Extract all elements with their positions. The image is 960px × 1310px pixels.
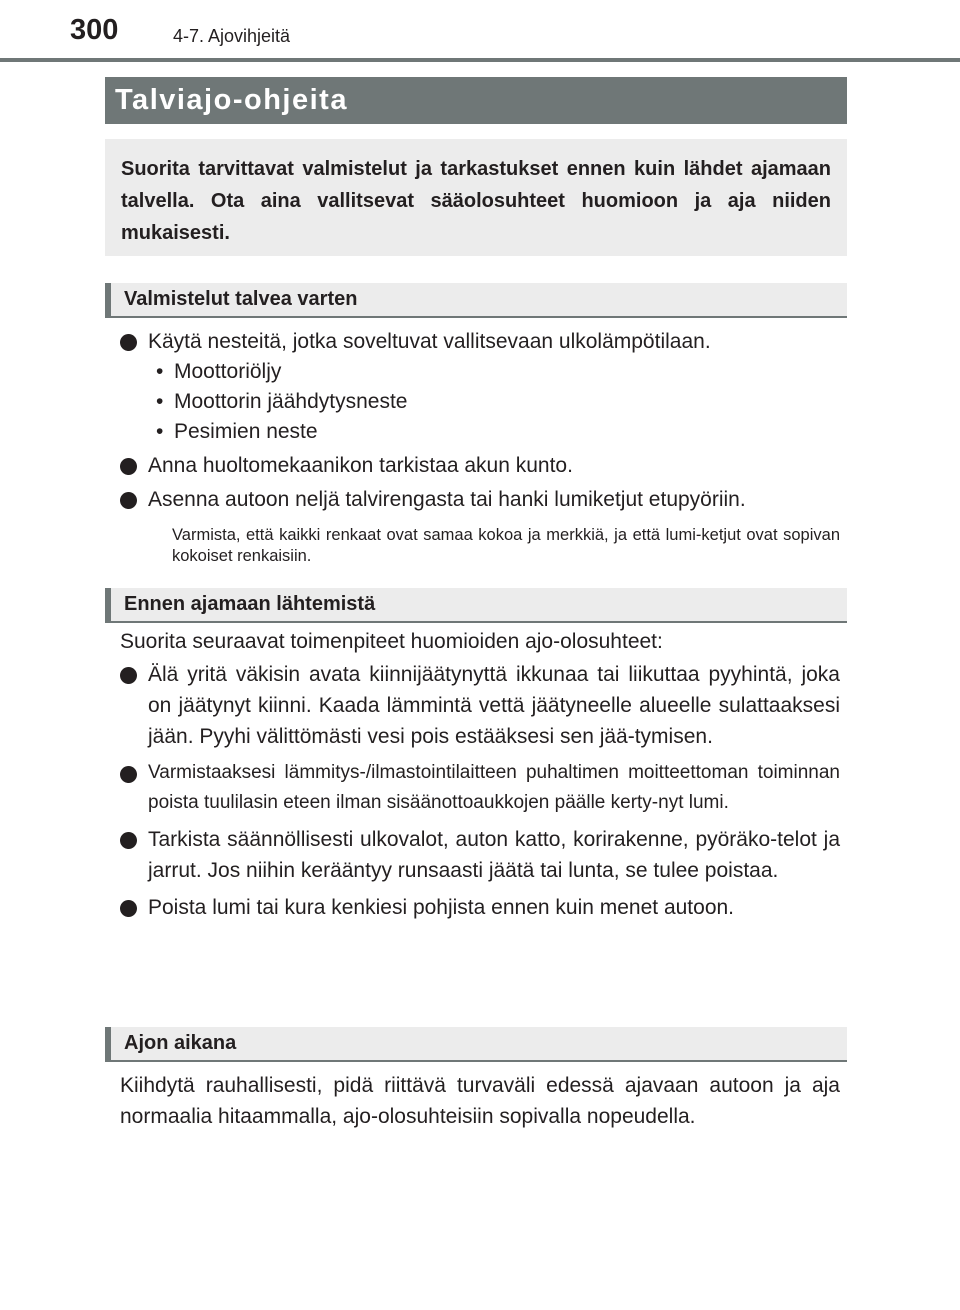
- bullet-dot-icon: [120, 334, 137, 351]
- bullet-dot-icon: [120, 492, 137, 509]
- list-item: [120, 659, 840, 752]
- list-item-text: Anna huoltomekaanikon tarkistaa akun kunto.: [148, 454, 573, 477]
- section-heading-preparation: [105, 283, 847, 318]
- list-item: [120, 824, 840, 886]
- section-heading-label: Valmistelut talvea varten: [124, 288, 358, 310]
- sub-list-item-text: Moottorin jäähdytysneste: [174, 390, 408, 413]
- page-title: Talviajo-ohjeita: [115, 84, 348, 116]
- section-heading-label: Ajon aikana: [124, 1032, 237, 1054]
- list-item: [120, 758, 840, 818]
- while-driving-content: [120, 1070, 840, 1132]
- page-number: 300: [70, 14, 119, 46]
- sub-list-item: [120, 417, 840, 447]
- list-item: [120, 326, 840, 357]
- preparation-content: [120, 326, 840, 567]
- sub-list-item: [120, 357, 840, 387]
- sub-list-item-text: Pesimien neste: [174, 420, 318, 443]
- title-bar: [105, 77, 847, 124]
- sub-bullet-icon: •: [156, 360, 164, 383]
- sub-list-item-text: Moottoriöljy: [174, 360, 282, 383]
- bullet-dot-icon: [120, 832, 137, 849]
- sub-bullet-icon: •: [156, 420, 164, 443]
- list-item-text: Käytä nesteitä, jotka soveltuvat vallitsevaan ulkolämpötilaan.: [148, 330, 711, 353]
- driving-text: Kiihdytä rauhallisesti, pidä riittävä turvaväli edessä ajavaan autoon ja aja normaalia hitaammalla, ajo-olosuhteisiin sopivalla nopeudella.: [120, 1074, 840, 1128]
- list-item: [120, 892, 840, 923]
- list-item-text: Poista lumi tai kura kenkiesi pohjista ennen kuin menet autoon.: [148, 896, 735, 919]
- list-item-text: Varmistaaksesi lämmitys-/ilmastointilaitteen puhaltimen moitteettoman toiminnan poista tuulilasin eteen ilman sisäänottoaukkojen päälle kerty-nyt lumi.: [148, 762, 840, 813]
- bullet-dot-icon: [120, 667, 137, 684]
- list-item: [120, 450, 840, 481]
- note-text: Varmista, että kaikki renkaat ovat samaa kokoa ja merkkiä, ja että lumi-ketjut ovat sopivan kokoiset renkaisiin.: [172, 526, 840, 565]
- list-item-text: Tarkista säännöllisesti ulkovalot, auton katto, korirakenne, pyöräko-telot ja jarrut. Jos niihin kerääntyy runsaasti jäätä tai lunta, se tulee poistaa.: [148, 828, 840, 882]
- section-heading-label: Ennen ajamaan lähtemistä: [124, 593, 376, 615]
- bullet-dot-icon: [120, 766, 137, 783]
- intro-box: [105, 139, 847, 256]
- bullet-dot-icon: [120, 458, 137, 475]
- sub-list-item: [120, 387, 840, 417]
- section-heading-before-driving: [105, 588, 847, 623]
- intro-text: Suorita tarvittavat valmistelut ja tarkastukset ennen kuin lähdet ajamaan talvella. Ota aina vallitsevat sääolosuhteet huomioon ja aja niiden mukaisesti.: [121, 158, 831, 244]
- list-item-text: Älä yritä väkisin avata kiinnijäätynyttä ikkunaa tai liikuttaa pyyhintä, joka on jäätynyt kiinni. Kaada lämmintä vettä jäätyneelle alueelle sulattaaksesi jään. Pyyhi välittömästi vesi pois estääksesi sen jää-tymisen.: [148, 663, 840, 748]
- bullet-dot-icon: [120, 900, 137, 917]
- header-divider: [0, 58, 960, 62]
- list-item: [120, 484, 840, 515]
- list-item-text: Asenna autoon neljä talvirengasta tai hanki lumiketjut etupyöriin.: [148, 488, 746, 511]
- sub-bullet-icon: •: [156, 390, 164, 413]
- section-heading-while-driving: [105, 1027, 847, 1062]
- section-breadcrumb: 4-7. Ajovihjeitä: [173, 26, 291, 46]
- lead-text: Suorita seuraavat toimenpiteet huomioiden ajo-olosuhteet:: [120, 630, 663, 653]
- before-driving-content: [120, 626, 840, 923]
